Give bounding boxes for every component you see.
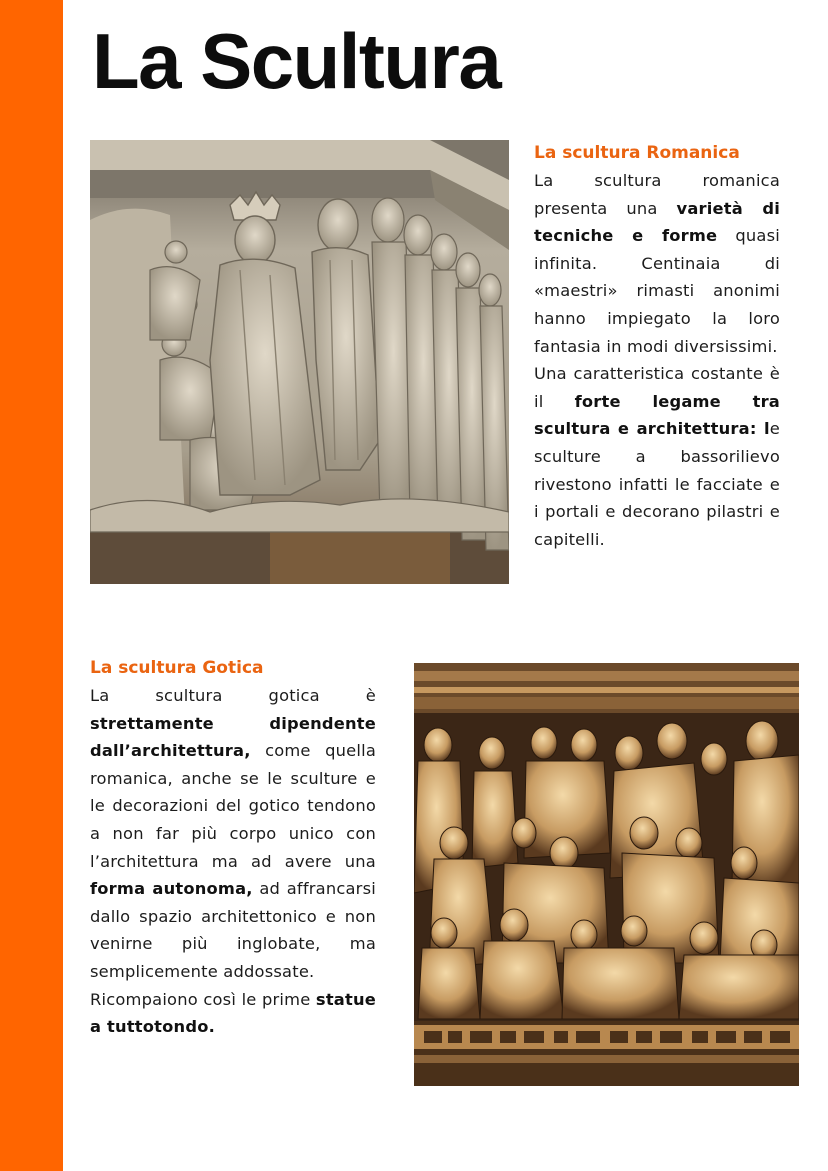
paragraph-gotica-1 xyxy=(90,682,376,986)
text-run: Una caratteristica costante è il xyxy=(534,364,780,411)
heading-gotica: La scultura Gotica xyxy=(90,658,264,678)
bold-run: varietà di tecniche e forme xyxy=(534,198,780,246)
section-romanica xyxy=(534,141,780,553)
orange-side-bar xyxy=(0,0,63,1171)
paragraph-gotica-2 xyxy=(90,986,376,1041)
text-run: La scultura gotica è xyxy=(90,686,376,705)
text-run: Ricompaiono così le prime xyxy=(90,989,316,1009)
text-romanica xyxy=(534,167,780,553)
bold-run: forte legame tra scultura e architettura: l xyxy=(534,391,780,439)
text-run: come quella romanica, anche se le sculture e le decorazioni del gotico tendono a non far più corpo unico con l’architettura ma ad avere una xyxy=(90,741,376,871)
romanesque-relief-photo xyxy=(90,140,509,584)
text-run: quasi infinita. Centinaia di «maestri» rimasti anonimi hanno impiegato la loro fantasia in modi diversissimi. xyxy=(534,226,780,356)
gothic-relief-photo xyxy=(414,663,799,1086)
heading-romanica: La scultura Romanica xyxy=(534,143,740,163)
text-run: e sculture a bassorilievo rivestono infatti le facciate e i portali e decorano pilastri e capitelli. xyxy=(534,419,780,549)
text-run: La scultura romanica presenta una xyxy=(534,171,780,218)
bold-run: strettamente dipendente dall’architettura, xyxy=(90,713,376,761)
text-run: ad affrancarsi dallo spazio architettonico e non venirne più inglobate, ma semplicemente addossate. xyxy=(90,879,376,981)
bold-run: statue a tuttotondo. xyxy=(90,989,376,1037)
text-gotica xyxy=(90,682,376,1041)
bold-run: forma autonoma, xyxy=(90,879,253,899)
paragraph-romanica-2 xyxy=(534,360,780,553)
paragraph-romanica-1 xyxy=(534,167,780,360)
page-title: La Scultura xyxy=(92,17,501,105)
section-gotica xyxy=(90,656,376,1041)
